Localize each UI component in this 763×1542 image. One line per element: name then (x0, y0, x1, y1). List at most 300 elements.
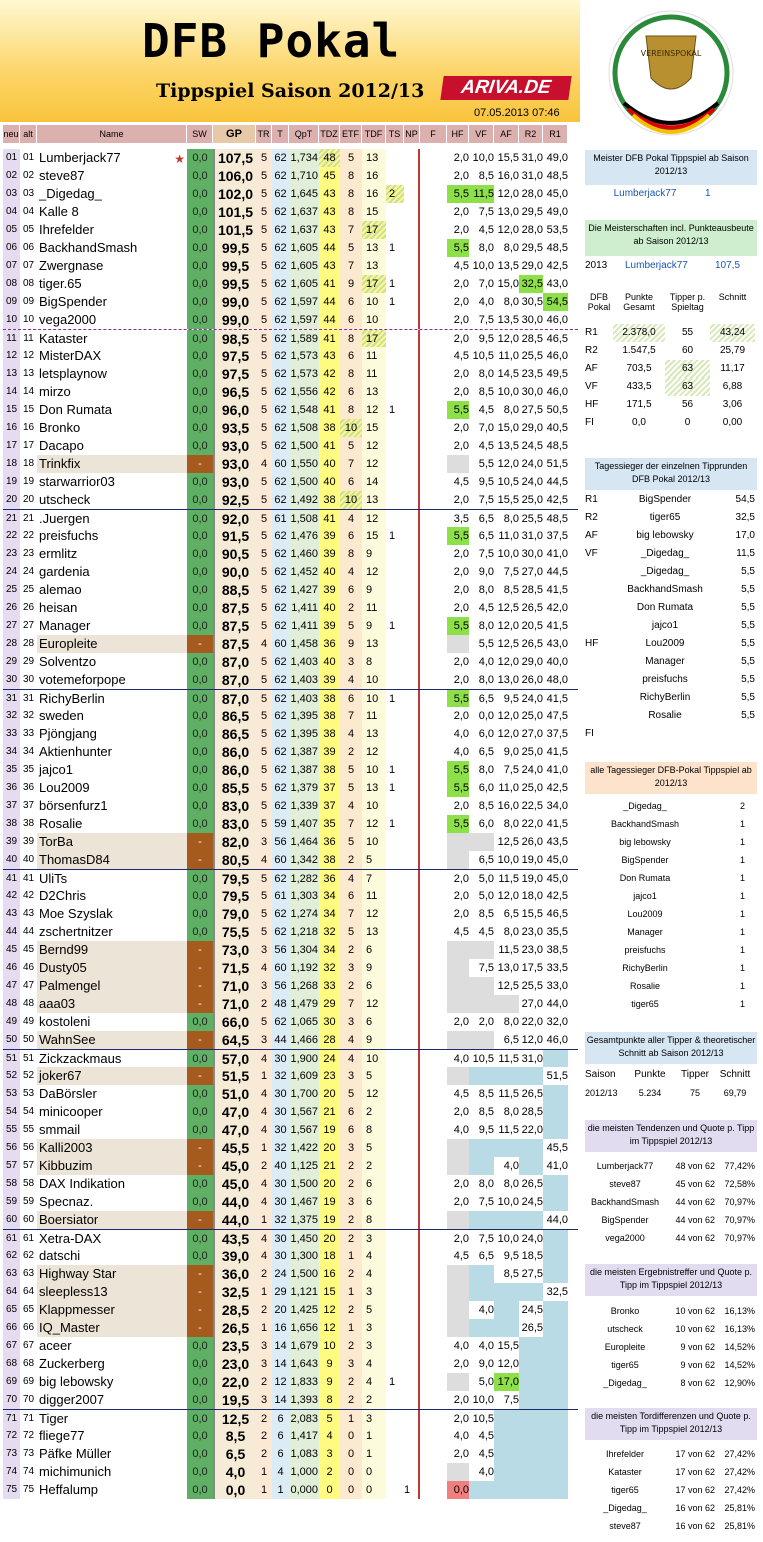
cell-sw: 0,0 (187, 293, 213, 311)
cell-f (420, 221, 447, 239)
tagessieger-cell: Don Rumata (636, 602, 694, 613)
cell-t: 30 (272, 1175, 289, 1193)
cell-r2: 27,5 (519, 401, 543, 419)
cell-qpt: 1,637 (289, 221, 319, 239)
cell-alt: 08 (20, 275, 37, 293)
cell-hf (447, 1067, 469, 1085)
col-header-5: TR (256, 125, 272, 143)
cell-name[interactable]: Ihrefelder (39, 222, 94, 237)
cell-neu: 32 (3, 707, 20, 725)
cell-tdf: 16 (362, 185, 386, 203)
cell-np (404, 437, 420, 455)
cell-af (494, 1067, 519, 1085)
cell-name[interactable]: Klappmesser (37, 1301, 187, 1319)
cell-name[interactable]: Zwergnase (39, 258, 104, 273)
cell-name[interactable]: votemeforpope (39, 672, 126, 687)
cell-hf: 4,5 (447, 473, 469, 491)
cell-name[interactable]: Palmengel (37, 977, 187, 995)
cell-name[interactable]: Kibbuzim (37, 1157, 187, 1175)
tagessieger-cell: Rosalie (648, 710, 682, 721)
cell-name[interactable]: BackhandSmash (39, 240, 138, 255)
cell-etf: 3 (340, 1193, 362, 1211)
cell-np (404, 617, 420, 635)
cell-np (404, 1013, 420, 1031)
tagessieger-row (585, 617, 757, 635)
cell-name[interactable]: Zickzackmaus (39, 1051, 122, 1066)
cell-neu: 37 (3, 797, 20, 815)
cell-r1: 44,0 (543, 1211, 568, 1229)
cell-name[interactable]: minicooper (39, 1104, 103, 1119)
cell-name[interactable]: RichyBerlin (39, 691, 105, 706)
cell-hf (447, 1463, 469, 1481)
cell-gp: 44,0 (213, 1193, 256, 1211)
cell-af: 11,0 (494, 527, 519, 545)
cell-gp: 22,0 (213, 1373, 256, 1391)
cell-name[interactable]: Aktienhunter (39, 744, 112, 759)
col-header-9: ETF (340, 125, 362, 143)
cell-r1: 48,5 (543, 167, 568, 185)
tordiff-row (585, 1463, 757, 1481)
cell-vf (469, 1265, 494, 1283)
cell-ts (386, 419, 404, 437)
cell-gp: 57,0 (213, 1050, 256, 1068)
cell-tdz: 20 (319, 1139, 340, 1157)
cell-sw: 0,0 (187, 330, 213, 348)
cell-name[interactable]: aceer (39, 1338, 72, 1353)
table-row (3, 869, 578, 887)
cell-tdz: 20 (319, 1175, 340, 1193)
cell-name[interactable]: IQ_Master (37, 1319, 187, 1337)
cell-hf (447, 1031, 469, 1049)
cell-r1: 46,0 (543, 347, 568, 365)
cell-hf: 5,5 (447, 617, 469, 635)
cell-sw: - (187, 455, 213, 473)
cell-t: 12 (272, 1373, 289, 1391)
cell-name[interactable]: Boersiator (37, 1211, 187, 1229)
cell-neu: 25 (3, 581, 20, 599)
ergebnis-row (585, 1320, 757, 1338)
cell-neu: 47 (3, 977, 20, 995)
cell-f (420, 1337, 447, 1355)
rounds-cell: 60 (681, 345, 694, 356)
cell-r2: 25,0 (519, 743, 543, 761)
alle-cell: 2 (739, 801, 745, 811)
table-row (3, 203, 578, 221)
cell-name[interactable]: Highway Star (37, 1265, 187, 1283)
cell-tdz: 12 (319, 1301, 340, 1319)
col-header-15: VF (469, 125, 494, 143)
cell-ts (386, 167, 404, 185)
cell-r2: 24,0 (519, 455, 543, 473)
col-header-11: TS (386, 125, 404, 143)
cell-hf: 2,0 (447, 1391, 469, 1409)
cell-f (420, 347, 447, 365)
cell-name[interactable]: _Digedag_ (39, 186, 102, 201)
cell-ts (386, 437, 404, 455)
cell-f (420, 779, 447, 797)
cell-name[interactable]: michimunich (39, 1464, 112, 1479)
cell-qpt: 1,422 (289, 1139, 319, 1157)
cell-ts (386, 977, 404, 995)
cell-qpt: 1,476 (289, 527, 319, 545)
cell-vf: 8,0 (469, 239, 494, 257)
cell-ts (386, 653, 404, 671)
cell-name[interactable]: Solventzo (39, 654, 97, 669)
cell-tr: 5 (256, 347, 272, 365)
rounds-cell: 171,5 (626, 399, 652, 410)
cell-name[interactable]: sweden (39, 708, 84, 723)
cell-name[interactable]: Xetra-DAX (39, 1231, 102, 1246)
cell-af: 9,5 (494, 1247, 519, 1265)
cell-name[interactable]: ermlitz (39, 546, 78, 561)
cell-name[interactable]: mirzo (39, 384, 71, 399)
cell-name[interactable]: letsplaynow (39, 366, 107, 381)
cell-tdf: 5 (362, 1067, 386, 1085)
cell-sw: - (187, 1211, 213, 1229)
cell-r1: 46,5 (543, 905, 568, 923)
cell-alt: 06 (20, 239, 37, 257)
cell-vf (469, 1481, 494, 1499)
alle-cell: big lebowsky (619, 837, 671, 847)
cell-np (404, 1121, 420, 1139)
table-row (3, 1175, 578, 1193)
cell-tdf: 3 (362, 1319, 386, 1337)
cell-f (420, 617, 447, 635)
cell-r2: 25,0 (519, 707, 543, 725)
cell-tdf: 6 (362, 1013, 386, 1031)
cell-t: 61 (272, 510, 289, 528)
cell-tdf: 11 (362, 599, 386, 617)
alle-row (585, 815, 757, 833)
cell-af (494, 1283, 519, 1301)
cell-name[interactable]: Specnaz. (39, 1194, 94, 1209)
ariva-logo[interactable]: ARIVA.DE (440, 76, 571, 100)
cell-r1: 46,0 (543, 383, 568, 401)
cell-tr: 5 (256, 275, 272, 293)
table-row (3, 563, 578, 581)
alle-cell: preisfuchs (624, 945, 666, 955)
ergebnis-cell: Europleite (604, 1342, 646, 1352)
cell-name[interactable]: digger2007 (39, 1392, 105, 1407)
cell-vf (469, 1031, 494, 1049)
cell-name[interactable]: Kataster (39, 331, 88, 346)
cell-name[interactable]: MisterDAX (39, 348, 102, 363)
rounds-h4: Schnitt (718, 292, 747, 302)
cell-etf: 7 (340, 221, 362, 239)
cell-af: 14,5 (494, 365, 519, 383)
cell-name[interactable]: Europleite (37, 635, 187, 653)
cell-name[interactable]: datschi (39, 1248, 81, 1263)
cell-f (420, 977, 447, 995)
cell-tdz: 21 (319, 1103, 340, 1121)
alle-row (585, 833, 757, 851)
cell-etf: 5 (340, 1085, 362, 1103)
cell-qpt: 1,083 (289, 1445, 319, 1463)
cell-np (404, 1085, 420, 1103)
cell-f (420, 419, 447, 437)
logo-text: VEREINSPOKAL (640, 49, 702, 58)
cell-r2: 28,5 (519, 581, 543, 599)
cell-name[interactable]: kostoleni (39, 1014, 91, 1029)
cell-name[interactable]: Dacapo (39, 438, 84, 453)
cell-r2: 22,0 (519, 1013, 543, 1031)
cell-r1 (543, 1391, 568, 1409)
table-row (3, 1085, 578, 1103)
cell-alt: 30 (20, 671, 37, 689)
cell-tdf: 14 (362, 473, 386, 491)
cell-gp: 101,5 (213, 203, 256, 221)
tagessieger-cell (585, 617, 615, 635)
tendenzen-panel (585, 1120, 757, 1152)
rounds-cell: R1 (585, 327, 598, 338)
cell-etf: 6 (340, 347, 362, 365)
cell-tr: 5 (256, 527, 272, 545)
cell-gp: 51,0 (213, 1085, 256, 1103)
cell-af: 8,0 (494, 1103, 519, 1121)
cell-r1: 51,5 (543, 455, 568, 473)
cell-np (404, 401, 420, 419)
cell-name[interactable]: joker67 (37, 1067, 187, 1085)
table-row (3, 401, 578, 419)
cell-ts (386, 330, 404, 348)
table-row (3, 1391, 578, 1409)
cell-hf (447, 941, 469, 959)
cell-vf: 7,5 (469, 311, 494, 329)
cell-etf: 6 (340, 1121, 362, 1139)
cell-neu: 35 (3, 761, 20, 779)
cell-name[interactable]: smmail (39, 1122, 81, 1137)
cell-name[interactable]: Tiger (39, 1411, 69, 1426)
tordiff-row (585, 1445, 757, 1463)
cell-r1: 42,5 (543, 887, 568, 905)
cell-hf: 2,0 (447, 275, 469, 293)
alle-row (585, 797, 757, 815)
cell-etf: 2 (340, 743, 362, 761)
cell-r1: 48,0 (543, 671, 568, 689)
cell-tdz: 37 (319, 797, 340, 815)
cell-name[interactable]: Rosalie (39, 816, 83, 831)
cell-name[interactable]: preisfuchs (39, 528, 99, 543)
cell-name[interactable]: UliTs (39, 871, 68, 886)
cell-name[interactable]: big lebowsky (39, 1374, 114, 1389)
cell-etf: 1 (340, 1283, 362, 1301)
cell-alt: 63 (20, 1265, 37, 1283)
cell-alt: 43 (20, 905, 37, 923)
cell-name[interactable]: WahnSee (37, 1031, 187, 1049)
cell-name[interactable]: TorBa (37, 833, 187, 851)
cell-tr: 5 (256, 923, 272, 941)
cell-vf: 9,0 (469, 1355, 494, 1373)
cell-alt: 16 (20, 419, 37, 437)
cell-tdz: 20 (319, 1085, 340, 1103)
cell-t: 62 (272, 779, 289, 797)
tagessieger-cell: BigSpender (638, 494, 692, 505)
cell-name[interactable]: sleepless13 (37, 1283, 187, 1301)
cell-name[interactable]: Manager (39, 618, 91, 633)
table-row (3, 1247, 578, 1265)
cell-hf: 4,5 (447, 347, 469, 365)
cell-qpt: 1,460 (289, 545, 319, 563)
table-row (3, 743, 578, 761)
cell-gp: 23,0 (213, 1355, 256, 1373)
cell-name[interactable]: Kalle 8 (39, 204, 79, 219)
cell-name[interactable]: heisan (39, 600, 78, 615)
rounds-cell: 6,88 (722, 381, 743, 392)
cell-t: 30 (272, 1230, 289, 1248)
cell-name[interactable]: Zuckerberg (39, 1356, 105, 1371)
meisterschaften-panel (585, 220, 757, 256)
cell-name[interactable]: DaBörsler (39, 1086, 97, 1101)
cell-qpt: 1,407 (289, 815, 319, 833)
cell-name[interactable]: .Juergen (39, 511, 90, 526)
cell-vf: 5,0 (469, 887, 494, 905)
tagessieger-cell (585, 653, 615, 671)
cell-np (404, 1157, 420, 1175)
cell-name[interactable]: jajco1 (39, 762, 73, 777)
alle-cell: 1 (739, 927, 745, 937)
cell-name[interactable]: starwarrior03 (39, 474, 115, 489)
cell-alt: 19 (20, 473, 37, 491)
cell-gp: 43,5 (213, 1230, 256, 1248)
cell-tdz: 43 (319, 185, 340, 203)
cell-neu: 57 (3, 1157, 20, 1175)
cell-np (404, 1175, 420, 1193)
cell-gp: 23,5 (213, 1337, 256, 1355)
cell-r1: 40,0 (543, 653, 568, 671)
cell-tdz: 28 (319, 1031, 340, 1049)
cell-r1: 46,5 (543, 330, 568, 348)
cell-name[interactable]: Päfke Müller (39, 1446, 112, 1461)
cell-name[interactable]: tiger.65 (39, 276, 82, 291)
cell-name[interactable]: Heffalump (39, 1482, 99, 1497)
cell-neu: 72 (3, 1427, 20, 1445)
cell-neu: 05 (3, 221, 20, 239)
cell-name[interactable]: D2Chris (39, 888, 86, 903)
cell-qpt: 1,000 (289, 1463, 319, 1481)
cell-ts (386, 510, 404, 528)
cell-sw: 0,0 (187, 1355, 213, 1373)
cell-tdf: 3 (362, 1283, 386, 1301)
cell-ts: 1 (386, 779, 404, 797)
cell-name[interactable]: alemao (39, 582, 82, 597)
tagessieger-cell: HF (585, 638, 599, 649)
table-row (3, 545, 578, 563)
cell-name[interactable]: Moe Szyslak (39, 906, 113, 921)
cell-vf: 4,0 (469, 293, 494, 311)
cell-tdz: 38 (319, 419, 340, 437)
cell-vf: 4,0 (469, 1301, 494, 1319)
cell-qpt: 1,342 (289, 851, 319, 869)
cell-tdz: 38 (319, 725, 340, 743)
cell-np (404, 707, 420, 725)
cell-name[interactable]: fliege77 (39, 1428, 85, 1443)
cell-name[interactable]: aaa03 (37, 995, 187, 1013)
cell-gp: 86,0 (213, 743, 256, 761)
cell-alt: 29 (20, 653, 37, 671)
cell-name[interactable]: steve87 (39, 168, 85, 183)
cell-name[interactable]: Bronko (39, 420, 81, 435)
cell-name[interactable]: Dusty05 (37, 959, 187, 977)
cell-name[interactable]: gardenia (39, 564, 90, 579)
cell-af: 12,0 (494, 1355, 519, 1373)
cell-r1: 32,5 (543, 1283, 568, 1301)
cell-gp: 93,0 (213, 473, 256, 491)
cell-gp: 28,5 (213, 1301, 256, 1319)
cell-ts (386, 635, 404, 653)
cell-name[interactable]: Lumberjack77 ★ (39, 150, 185, 166)
cell-name[interactable]: ThomasD84 (37, 851, 187, 869)
cell-name[interactable]: utscheck (39, 492, 91, 507)
cell-etf: 6 (340, 473, 362, 491)
cell-hf: 2,0 (447, 581, 469, 599)
cell-gp: 19,5 (213, 1391, 256, 1409)
col-header-0: neu (3, 125, 20, 143)
cell-af: 12,0 (494, 455, 519, 473)
tordiff-cell: 17 von 62 (675, 1485, 715, 1495)
cell-gp: 47,0 (213, 1121, 256, 1139)
cell-alt: 70 (20, 1391, 37, 1409)
cell-t: 56 (272, 977, 289, 995)
cell-name[interactable]: Lou2009 (39, 780, 90, 795)
cell-name[interactable]: DAX Indikation (39, 1176, 125, 1191)
cell-af (494, 1301, 519, 1319)
cell-sw: 0,0 (187, 510, 213, 528)
cell-name[interactable]: Trinkfix (37, 455, 187, 473)
cell-name[interactable]: Kalli2003 (37, 1139, 187, 1157)
cell-r2: 27,0 (519, 995, 543, 1013)
cell-af (494, 1481, 519, 1499)
cell-tdz: 36 (319, 635, 340, 653)
cell-neu: 53 (3, 1085, 20, 1103)
cell-af: 12,5 (494, 635, 519, 653)
cell-name[interactable]: zschertnitzer (39, 924, 113, 939)
cell-name[interactable]: BigSpender (39, 294, 107, 309)
cell-r2 (519, 1463, 543, 1481)
cell-np (404, 1230, 420, 1248)
cell-np (404, 1265, 420, 1283)
cell-qpt: 1,550 (289, 455, 319, 473)
cell-vf: 5,5 (469, 455, 494, 473)
cell-neu: 39 (3, 833, 20, 851)
cell-np (404, 491, 420, 509)
tagessieger-row (585, 599, 757, 617)
cell-vf: 11,5 (469, 185, 494, 203)
cell-alt: 55 (20, 1121, 37, 1139)
cell-t: 62 (272, 707, 289, 725)
cell-np (404, 1373, 420, 1391)
cell-gp: 87,0 (213, 671, 256, 689)
cell-name[interactable]: Pjöngjang (39, 726, 97, 741)
cell-name[interactable]: Don Rumata (39, 402, 112, 417)
cell-qpt: 1,125 (289, 1157, 319, 1175)
cell-r1: 41,5 (543, 690, 568, 708)
cell-tr: 4 (256, 851, 272, 869)
cell-name[interactable]: vega2000 (39, 312, 97, 327)
cell-name[interactable]: Bernd99 (37, 941, 187, 959)
cell-np (404, 383, 420, 401)
cell-neu: 66 (3, 1319, 20, 1337)
cell-tdz: 38 (319, 491, 340, 509)
cell-etf: 2 (340, 1175, 362, 1193)
cell-name[interactable]: börsenfurz1 (39, 798, 108, 813)
table-row (3, 707, 578, 725)
cell-np (404, 1067, 420, 1085)
cell-af: 12,5 (494, 599, 519, 617)
cell-tdz: 42 (319, 383, 340, 401)
alle-cell: 1 (739, 945, 745, 955)
tendenzen-cell: 70,97% (724, 1233, 755, 1243)
cell-np (404, 1319, 420, 1337)
